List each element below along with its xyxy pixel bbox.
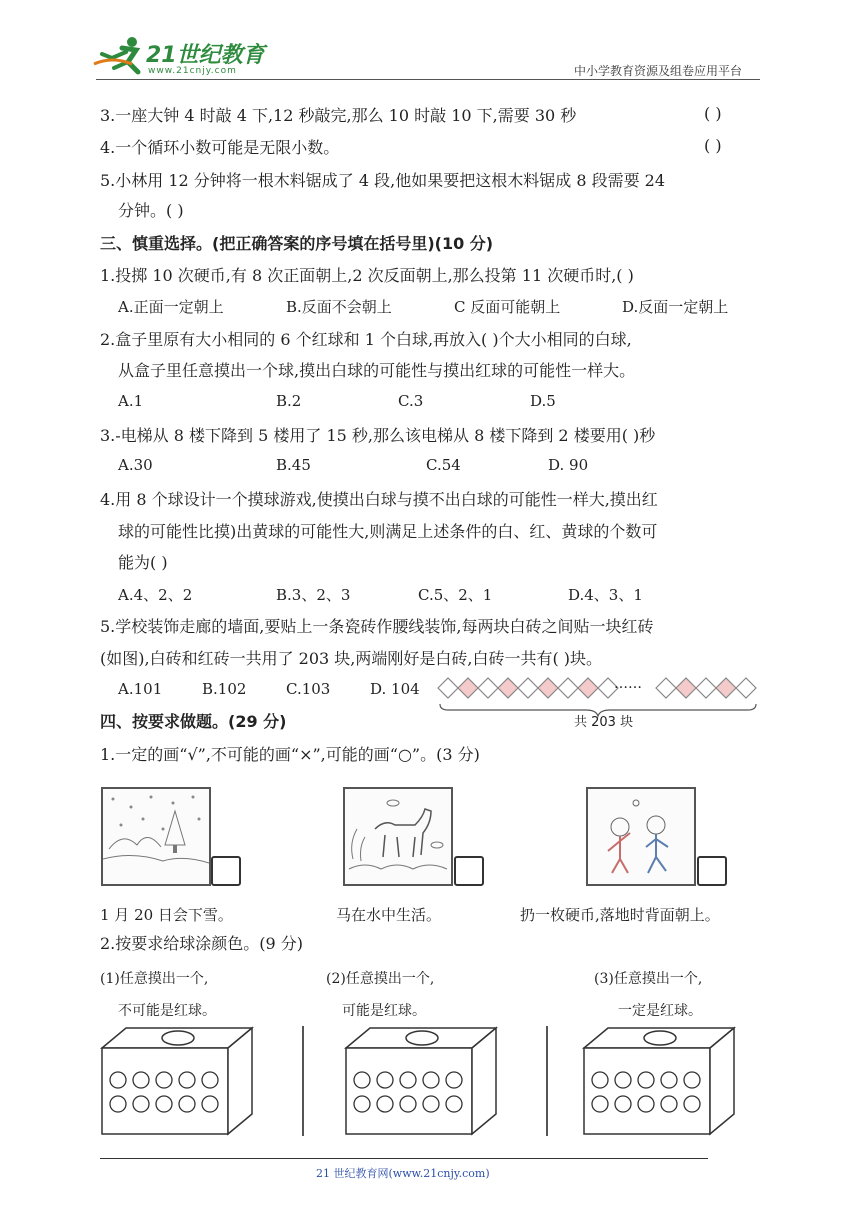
- caption-snow: 1 月 20 日会下雪。: [100, 906, 233, 924]
- judge-q3-answer[interactable]: ( ): [704, 104, 722, 123]
- judge-q3: 3.一座大钟 4 时敲 4 下,12 秒敲完,那么 10 时敲 10 下,需要 30 秒: [100, 106, 577, 125]
- column-divider-1: [302, 1026, 304, 1136]
- section4-title: 四、按要求做题。(29 分): [100, 712, 287, 731]
- s3-q1-option-a[interactable]: A.正面一定朝上: [118, 298, 224, 316]
- part1-line1: (1)任意摸出一个,: [100, 971, 209, 987]
- ball-box-3: [582, 1024, 736, 1136]
- logo-url: www.21cnjy.com: [148, 66, 237, 76]
- s3-q3-option-d[interactable]: D. 90: [548, 456, 589, 474]
- tile-total-label: 共 203 块: [574, 715, 634, 730]
- snow-scene-picture: [101, 787, 211, 886]
- ball-box-2: [344, 1024, 498, 1136]
- footer-rule: [100, 1158, 708, 1159]
- logo-text: 21世纪教育: [146, 43, 265, 68]
- part3-line2: 一定是红球。: [618, 1003, 702, 1019]
- caption-horse: 马在水中生活。: [336, 906, 442, 924]
- s3-q1-option-c[interactable]: C 反面可能朝上: [454, 298, 561, 316]
- s3-q4-line2: 球的可能性比摸)出黄球的可能性大,则满足上述条件的白、红、黄球的个数可: [118, 522, 658, 541]
- part2-line2: 可能是红球。: [342, 1003, 426, 1019]
- s3-q5-line2: (如图),白砖和红砖一共用了 203 块,两端刚好是白砖,白砖一共有( )块。: [100, 649, 603, 668]
- s3-q4-option-d[interactable]: D.4、3、1: [568, 586, 643, 604]
- answer-box-1[interactable]: [211, 856, 241, 886]
- judge-q4-answer[interactable]: ( ): [704, 136, 722, 155]
- s3-q2-line2: 从盒子里任意摸出一个球,摸出白球的可能性与摸出红球的可能性一样大。: [118, 361, 636, 380]
- platform-title: 中小学教育资源及组卷应用平台: [574, 64, 743, 78]
- footer-text[interactable]: 21 世纪教育网(www.21cnjy.com): [316, 1167, 490, 1180]
- s3-q2-line1: 2.盒子里原有大小相同的 6 个红球和 1 个白球,再放入( )个大小相同的白球,: [100, 330, 632, 349]
- s3-q2-option-b[interactable]: B.2: [276, 392, 302, 410]
- horse-water-picture: [343, 787, 453, 886]
- s3-q1: 1.投掷 10 次硬币,有 8 次正面朝上,2 次反面朝上,那么投第 11 次硬币时,( ): [100, 266, 634, 285]
- column-divider-2: [546, 1026, 548, 1136]
- s3-q5-option-b[interactable]: B.102: [202, 680, 247, 698]
- s4-q2: 2.按要求给球涂颜色。(9 分): [100, 934, 304, 953]
- answer-box-3[interactable]: [697, 856, 727, 886]
- tile-group-right: [656, 678, 756, 698]
- judge-q4: 4.一个循环小数可能是无限小数。: [100, 138, 340, 157]
- s3-q2-option-a[interactable]: A.1: [118, 392, 144, 410]
- s3-q4-line1: 4.用 8 个球设计一个摸球游戏,使摸出白球与摸不出白球的可能性一样大,摸出红: [100, 490, 658, 509]
- tile-group-left: [438, 678, 618, 698]
- s3-q5-option-c[interactable]: C.103: [286, 680, 331, 698]
- s4-q1: 1.一定的画“√”,不可能的画“×”,可能的画“○”。(3 分): [100, 745, 480, 764]
- part2-line1: (2)任意摸出一个,: [326, 971, 435, 987]
- tile-dots: ……: [614, 676, 642, 692]
- s3-q5-option-d[interactable]: D. 104: [370, 680, 420, 698]
- caption-coin: 扔一枚硬币,落地时背面朝上。: [520, 906, 720, 924]
- s3-q3-option-c[interactable]: C.54: [426, 456, 461, 474]
- s3-q2-option-c[interactable]: C.3: [398, 392, 424, 410]
- s3-q4-line3: 能为( ): [118, 553, 168, 572]
- ball-box-1: [100, 1024, 254, 1136]
- part1-line2: 不可能是红球。: [118, 1003, 216, 1019]
- judge-q5-line2: 分钟。( ): [118, 201, 184, 220]
- s3-q4-option-a[interactable]: A.4、2、2: [118, 586, 193, 604]
- judge-q5-line1: 5.小林用 12 分钟将一根木料锯成了 4 段,他如果要把这根木料锯成 8 段需要 24: [100, 171, 666, 190]
- s3-q3-option-a[interactable]: A.30: [118, 456, 153, 474]
- s3-q5-line1: 5.学校装饰走廊的墙面,要贴上一条瓷砖作腰线装饰,每两块白砖之间贴一块红砖: [100, 617, 654, 636]
- part3-line1: (3)任意摸出一个,: [594, 971, 703, 987]
- s3-q1-option-d[interactable]: D.反面一定朝上: [622, 298, 729, 316]
- s3-q3-option-b[interactable]: B.45: [276, 456, 311, 474]
- header-rule: [96, 79, 760, 80]
- header: [0, 0, 860, 90]
- section3-title: 三、慎重选择。(把正确答案的序号填在括号里)(10 分): [100, 234, 494, 253]
- s3-q3: 3.-电梯从 8 楼下降到 5 楼用了 15 秒,那么该电梯从 8 楼下降到 2 楼要用( )秒: [100, 426, 656, 445]
- s3-q2-option-d[interactable]: D.5: [530, 392, 556, 410]
- s3-q4-option-b[interactable]: B.3、2、3: [276, 586, 351, 604]
- s3-q1-option-b[interactable]: B.反面不会朝上: [286, 298, 392, 316]
- logo-icon: [92, 34, 152, 76]
- coin-toss-picture: [586, 787, 696, 886]
- s3-q5-option-a[interactable]: A.101: [118, 680, 163, 698]
- answer-box-2[interactable]: [454, 856, 484, 886]
- s3-q4-option-c[interactable]: C.5、2、1: [418, 586, 493, 604]
